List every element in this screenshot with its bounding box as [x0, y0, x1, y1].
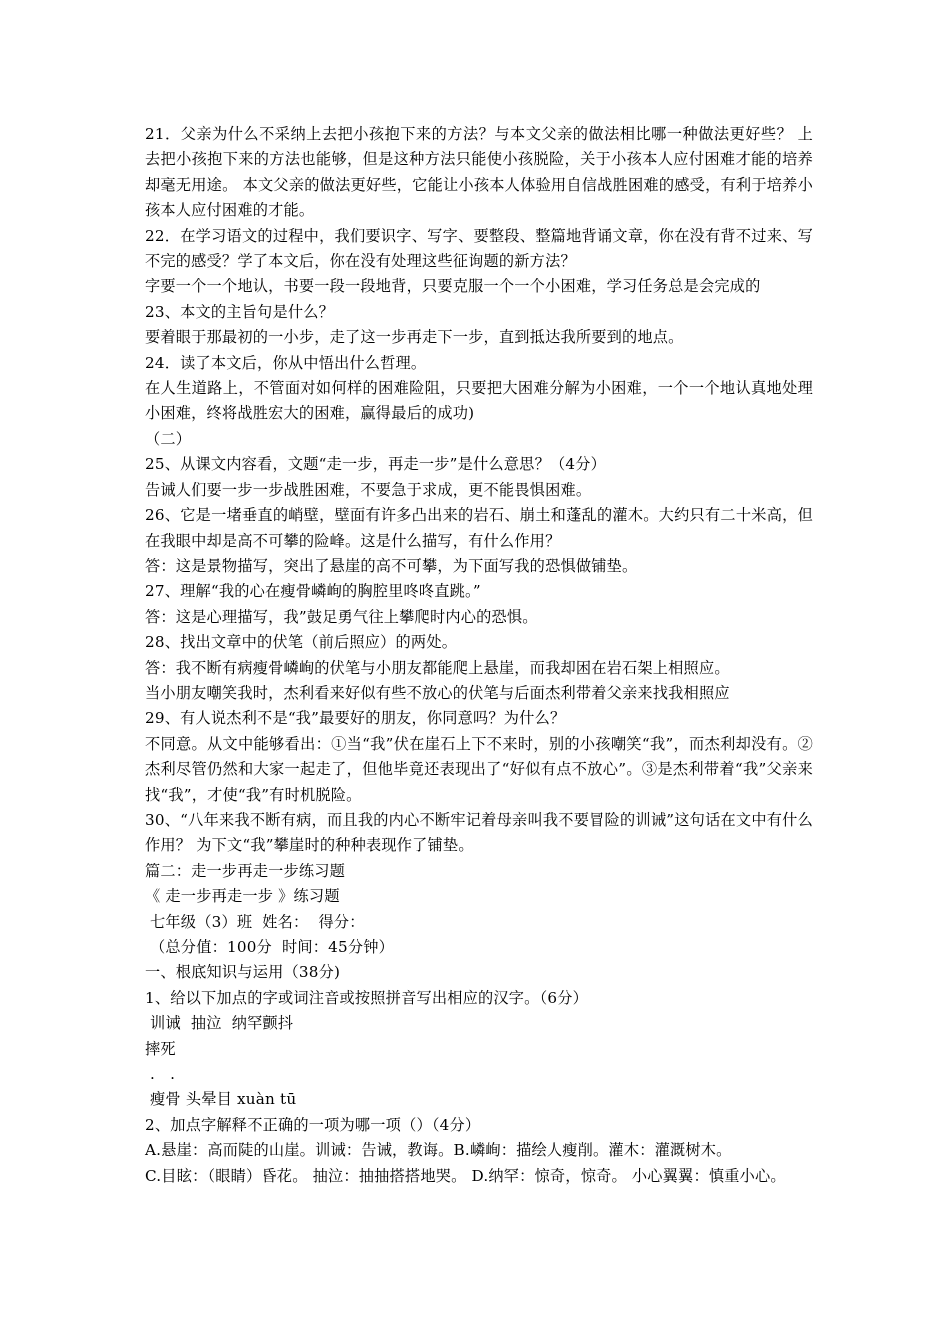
- answer-26: 答：这是景物描写，突出了悬崖的高不可攀，为下面写我的恐惧做铺垫。: [145, 556, 638, 575]
- question-1-words-pinyin: 瘦骨 头晕目 xuàn tū: [145, 1090, 297, 1109]
- answer-23: 要着眼于那最初的一小步，走了这一步再走下一步，直到抵达我所要到的地点。: [145, 328, 684, 347]
- question-23: 23、本文的主旨句是什么？: [145, 302, 334, 321]
- question-1: 1、给以下加点的字或词注音或按照拼音写出相应的汉字。（6分）: [145, 988, 588, 1007]
- question-27: 27、理解“我的心在瘦骨嶙峋的胸腔里咚咚直跳。”: [145, 582, 481, 601]
- question-1-words: 训诫 抽泣 纳罕颤抖: [145, 1014, 294, 1033]
- answer-28-part2: 当小朋友嘲笑我时，杰利看来好似有些不放心的伏笔与后面杰利带着父亲来找我相照应: [145, 683, 730, 702]
- answer-27: 答：这是心理描写，我”鼓足勇气往上攀爬时内心的恐惧。: [145, 607, 538, 626]
- document-page: [145, 122, 813, 1189]
- question-2-options-ab: A.悬崖：高而陡的山崖。训诫：告诫，教诲。B.嶙峋：描绘人瘦削。灌木：灌溉树木。: [145, 1141, 732, 1160]
- question-24: 24．读了本文后，你从中悟出什么哲理。: [145, 353, 427, 372]
- answer-28-part1: 答：我不断有病瘦骨嶙峋的伏笔与小朋友都能爬上悬崖，而我却困在岩石架上相照应。: [145, 658, 730, 677]
- question-25: 25、从课文内容看，文题“走一步，再走一步”是什么意思？（4分）: [145, 455, 606, 474]
- question-26: 26、它是一堵垂直的峭壁，壁面有许多凸出来的岩石、崩土和蓬乱的灌木。大约只有二十米高，但在我眼中却是高不可攀的险峰。这是什么描写，有什么作用？: [145, 506, 813, 550]
- question-1-word-fall: 摔死: [145, 1039, 176, 1058]
- answer-24: 在人生道路上，不管面对如何样的困难险阻，只要把大困难分解为小困难，一个一个地认真地处理小困难，终将战胜宏大的困难，赢得最后的成功): [145, 379, 813, 423]
- score-time-line: （总分值：100分 时间：45分钟）: [145, 938, 395, 956]
- answer-22: 字要一个一个地认，书要一段一段地背，只要克服一个一个小困难，学习任务总是会完成的: [145, 277, 761, 296]
- question-29: 29、有人说杰利不是“我”最要好的朋友，你同意吗？为什么？: [145, 709, 566, 728]
- answer-25: 告诫人们要一步一步战胜困难，不要急于求成，更不能畏惧困难。: [145, 480, 592, 499]
- question-2: 2、加点字解释不正确的一项为哪一项（）（4分）: [145, 1115, 481, 1134]
- question-22: 22．在学习语文的过程中，我们要识字、写字、要整段、整篇地背诵文章，你在没有背不过来、写不完的感受？学了本文后，你在没有处理这些征询题的新方法？: [145, 226, 813, 271]
- question-2-options-cd: C.目眩：（眼睛）昏花。 抽泣：抽抽搭搭地哭。 D.纳罕：惊奇，惊奇。 小心翼翼：慎重小心。: [145, 1166, 786, 1185]
- class-name-score-line: 七年级（3）班 姓名： 得分：: [145, 912, 365, 931]
- question-30: 30、“八年来我不断有病，而且我的内心不断牢记着母亲叫我不要冒险的训诫”这句话在文中有什么作用？ 为下文“我”攀崖时的种种表现作了铺垫。: [145, 810, 813, 855]
- answer-29: 不同意。从文中能够看出：①当“我”伏在崖石上下不来时，别的小孩嘲笑“我”，而杰利却没有。②杰利尽管仍然和大家一起走了，但他毕竟还表现出了“好似有点不放心”。③是杰利带着“我”父亲来找“我”，才使“我”有时机脱险。: [145, 734, 813, 804]
- answer-21: 21．父亲为什么不采纳上去把小孩抱下来的方法？与本文父亲的做法相比哪一种做法更好些？ 上去把小孩抱下来的方法也能够，但是这种方法只能使小孩脱险，关于小孩本人应付困难才能的培养却毫无用途。 本文父亲的做法更好些，它能让小孩本人体验用自信战胜困难的感受，有利于培养小孩本人应付困难的才能。: [145, 125, 813, 220]
- section-one-heading: 一、根底知识与运用（38分): [145, 963, 341, 982]
- emphasis-dots: . .: [145, 1065, 176, 1084]
- part-two-title: 篇二：走一步再走一步练习题: [145, 861, 346, 880]
- exercise-title: 《 走一步再走一步 》练习题: [145, 887, 340, 906]
- section-two-heading: （二）: [145, 429, 192, 448]
- question-28: 28、找出文章中的伏笔（前后照应）的两处。: [145, 633, 458, 652]
